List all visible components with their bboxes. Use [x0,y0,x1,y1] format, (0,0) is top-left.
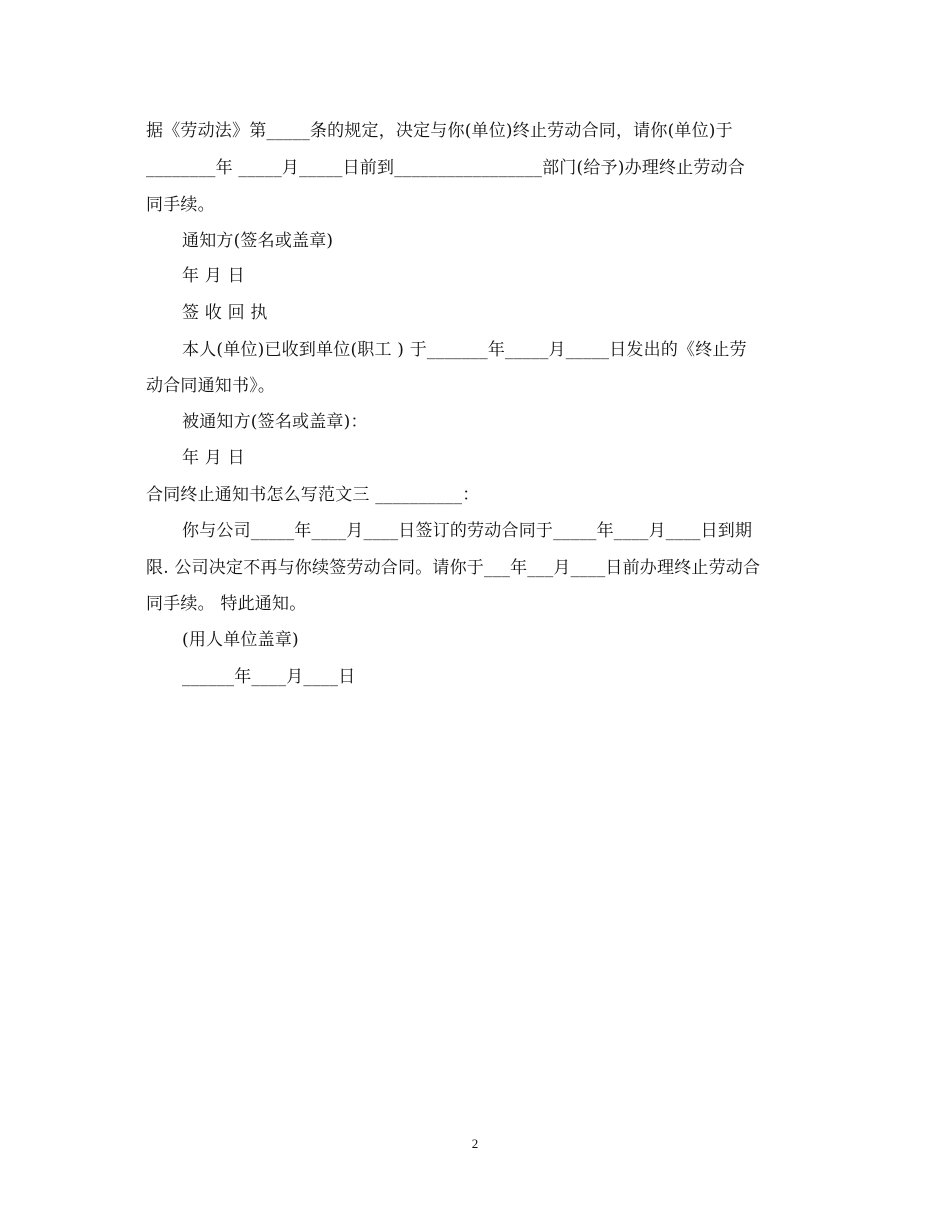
paragraph-line: 同手续。 特此通知。 [146,594,307,614]
date-line: 年 月 日 [182,266,245,286]
employer-stamp-label: (用人单位盖章) [182,630,299,650]
page-number: 2 [471,1136,479,1151]
paragraph-line: 同手续。 [146,195,215,215]
paragraph-line: 据《劳动法》第_____条的规定，决定与你(单位)终止劳动合同，请你(单位)于 [146,121,733,141]
paragraph-line: ________年 _____月_____日前到_________________部门(给予)办理终止劳动合 [146,158,745,178]
signature-notifier-label: 通知方(签名或盖章) [182,231,334,251]
paragraph-line: 限. 公司决定不再与你续签劳动合同。请你于___年___月____日前办理终止劳动合 [146,558,761,578]
paragraph-line: 动合同通知书》。 [146,376,276,396]
date-line: ______年____月____日 [182,667,356,687]
paragraph-line: 你与公司_____年____月____日签订的劳动合同于_____年____月____日到期 [182,521,753,541]
signature-notified-label: 被通知方(签名或盖章)： [182,412,368,432]
paragraph-line: 本人(单位)已收到单位(职工 ) 于_______年_____月_____日发出的《终止劳 [182,340,747,360]
date-line: 年 月 日 [182,448,245,468]
section-title: 合同终止通知书怎么写范文三 __________： [146,485,480,505]
receipt-heading: 签 收 回 执 [182,303,268,323]
